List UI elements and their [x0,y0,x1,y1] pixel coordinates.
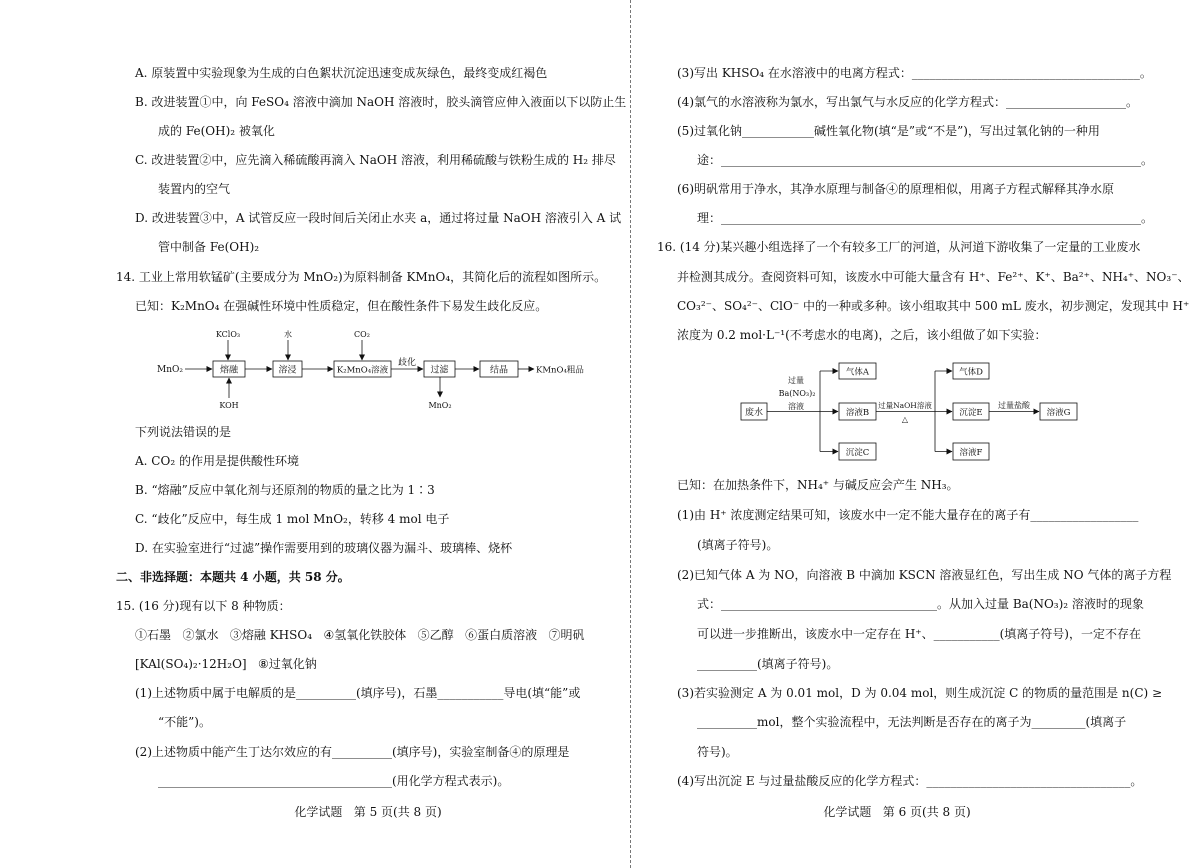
flow-reagent-co2: CO₂ [354,330,370,339]
flow-box-solution-f-label: 溶液F [959,448,983,458]
flow-reagent1-line3: 溶液 [788,402,804,411]
flow-box-solution-g-label: 溶液G [1046,408,1071,418]
flow-box-crystallize-label: 结晶 [489,365,509,376]
q13-option-d-line2: 管中制备 Fe(OH)₂ [158,240,260,254]
q14-option-d: D. 在实验室进行“过滤”操作需要用到的玻璃仪器为漏斗、玻璃棒、烧杯 [135,541,513,555]
q16-flowchart [730,355,1090,470]
flow-byproduct-mno2: MnO₂ [428,401,452,410]
q16-stem-line4: 浓度为 0.2 mol·L⁻¹(不考虑水的电离)，之后，该小组做了如下实验： [677,328,1047,342]
q16-part2-line3: 可以进一步推断出，该废水中一定存在 H⁺、___________(填离子符号)，一定不存在 [697,627,1141,641]
flow-box-precipitate-e-label: 沉淀E [959,408,983,418]
flow-reagent-water: 水 [284,330,292,339]
flow-reagent-kclo3: KClO₃ [215,330,241,339]
q13-option-b-line1: B. 改进装置①中，向 FeSO₄ 溶液中滴加 NaOH 溶液时，胶头滴管应伸入液面以下以防止生 [135,95,627,109]
q15-part2-line2: _______________________________________(用化学方程式表示)。 [158,774,510,788]
q14-flowchart [150,325,600,415]
q14-prompt: 下列说法错误的是 [135,425,232,439]
q13-option-c-line1: C. 改进装置②中，应先滴入稀硫酸再滴入 NaOH 溶液，利用稀硫酸与铁粉生成的 H₂ 排尽 [135,153,616,167]
q15-part6-line1: (6)明矾常用于净水，其净水原理与制备④的原理相似，用离子方程式解释其净水原 [677,182,1115,196]
q16-part2-line1: (2)已知气体 A 为 NO，向溶液 B 中滴加 KSCN 溶液显红色，写出生成 NO 气体的离子方程 [677,568,1172,582]
q14-option-a: A. CO₂ 的作用是提供酸性环境 [135,454,299,468]
q16-stem-line2: 并检测其成分。查阅资料可知，该废水中可能大量含有 H⁺、Fe²⁺、K⁺、Ba²⁺、NH₄⁺、NO₃⁻、 [677,270,1190,284]
flow-input-mno2: MnO₂ [157,365,183,375]
q16-part2-line2: 式：____________________________________。从加入过量 Ba(NO₃)₂ 溶液时的现象 [697,597,1144,611]
flow-box-precipitate-c-label: 沉淀C [845,448,870,458]
q16-part2-line4: __________(填离子符号)。 [697,657,839,671]
q15-part4: (4)氯气的水溶液称为氯水，写出氯气与水反应的化学方程式：____________________。 [677,95,1139,109]
q15-part2-line1: (2)上述物质中能产生丁达尔效应的有__________(填序号)，实验室制备④的原理是 [135,745,570,759]
q14-given: 已知：K₂MnO₄ 在强碱性环境中性质稳定，但在酸性条件下易发生歧化反应。 [135,299,548,313]
flow-box-melt-label: 熔融 [219,365,239,376]
flow-product-kmno4: KMnO₄粗品 [536,365,584,376]
flow-box-solution-b-label: 溶液B [845,408,870,418]
q16-given: 已知：在加热条件下，NH₄⁺ 与碱反应会产生 NH₃。 [677,478,959,492]
q13-option-c-line2: 装置内的空气 [158,182,231,196]
flow-box-gas-a-label: 气体A [845,367,870,378]
flow-reagent3: 过量盐酸 [998,401,1030,410]
flow-reagent1-line2: Ba(NO₃)₂ [778,389,816,398]
q15-part5-line1: (5)过氧化钠____________碱性氧化物(填“是”或“不是”)，写出过氧化钠的一种用 [677,124,1100,138]
page-footer-left: 化学试题 第 5 页(共 8 页) [294,805,442,819]
q16-part3-line2: __________mol，整个实验流程中，无法判断是否存在的离子为_________(填离子 [697,715,1127,729]
flow-box-filter-label: 过滤 [430,365,449,376]
q15-part3: (3)写出 KHSO₄ 在水溶液中的电离方程式：______________________________________。 [677,66,1152,80]
q15-part5-line2: 途：______________________________________________________________________。 [697,153,1154,167]
q16-stem-line1: 16. (14 分)某兴趣小组选择了一个有较多工厂的河道，从河道下游收集了一定量的工业废水 [657,240,1141,254]
q16-stem-line3: CO₃²⁻、SO₄²⁻、ClO⁻ 中的一种或多种。该小组取其中 500 mL 废水，初步测定，发现其中 H⁺ [677,299,1190,313]
flow-heat-symbol: △ [901,415,909,424]
page-divider [630,0,631,868]
q13-option-d-line1: D. 改进装置③中，A 试管反应一段时间后关闭止水夹 a，通过将过量 NaOH 溶液引入 A 试 [135,211,622,225]
flow-arrow-label-disproportionation: 歧化 [397,358,417,368]
flow-reagent1-line1: 过量 [788,376,804,385]
q15-items-line2: [KAl(SO₄)₂·12H₂O] ⑧过氧化钠 [135,657,317,671]
q16-part1-line1: (1)由 H⁺ 浓度测定结果可知，该废水中一定不能大量存在的离子有__________________ [677,508,1139,522]
flow-box-wastewater-label: 废水 [744,408,764,418]
q16-part3-line1: (3)若实验测定 A 为 0.01 mol，D 为 0.04 mol，则生成沉淀 C 的物质的量范围是 n(C) ≥ [677,686,1163,700]
flow-box-gas-d-label: 气体D [959,367,983,378]
q14-option-c: C. “歧化”反应中，每生成 1 mol MnO₂，转移 4 mol 电子 [135,512,450,526]
q15-part1-line1: (1)上述物质中属于电解质的是__________(填序号)，石墨___________导电(填“能”或 [135,686,581,700]
page-footer-right: 化学试题 第 6 页(共 8 页) [823,805,971,819]
q16-part4: (4)写出沉淀 E 与过量盐酸反应的化学方程式：__________________________________。 [677,774,1143,788]
flow-reagent-koh: KOH [219,401,239,410]
q15-items-line1: ①石墨 ②氯水 ③熔融 KHSO₄ ④氢氧化铁胶体 ⑤乙醇 ⑥蛋白质溶液 ⑦明矾 [135,628,585,642]
section-heading: 二、非选择题：本题共 4 小题，共 58 分。 [116,570,350,584]
q15-part6-line2: 理：______________________________________________________________________。 [697,211,1154,225]
q16-part1-line2: (填离子符号)。 [697,538,779,552]
q15-part1-line2: “不能”)。 [158,715,211,729]
q14-stem: 14. 工业上常用软锰矿(主要成分为 MnO₂)为原料制备 KMnO₄，其简化后的流程如图所示。 [116,270,607,284]
q16-part3-line3: 符号)。 [697,745,738,759]
q15-stem: 15. (16 分)现有以下 8 种物质： [116,599,291,613]
flow-reagent2: 过量NaOH溶液 [878,401,932,410]
flow-box-leach-label: 溶浸 [278,365,297,376]
q14-option-b: B. “熔融”反应中氧化剂与还原剂的物质的量之比为 1∶3 [135,483,435,497]
q13-option-a: A. 原装置中实验现象为生成的白色絮状沉淀迅速变成灰绿色，最终变成红褐色 [135,66,548,80]
q13-option-b-line2: 成的 Fe(OH)₂ 被氧化 [158,124,275,138]
flow-box-k2mno4-solution-label: K₂MnO₄溶液 [336,365,389,376]
